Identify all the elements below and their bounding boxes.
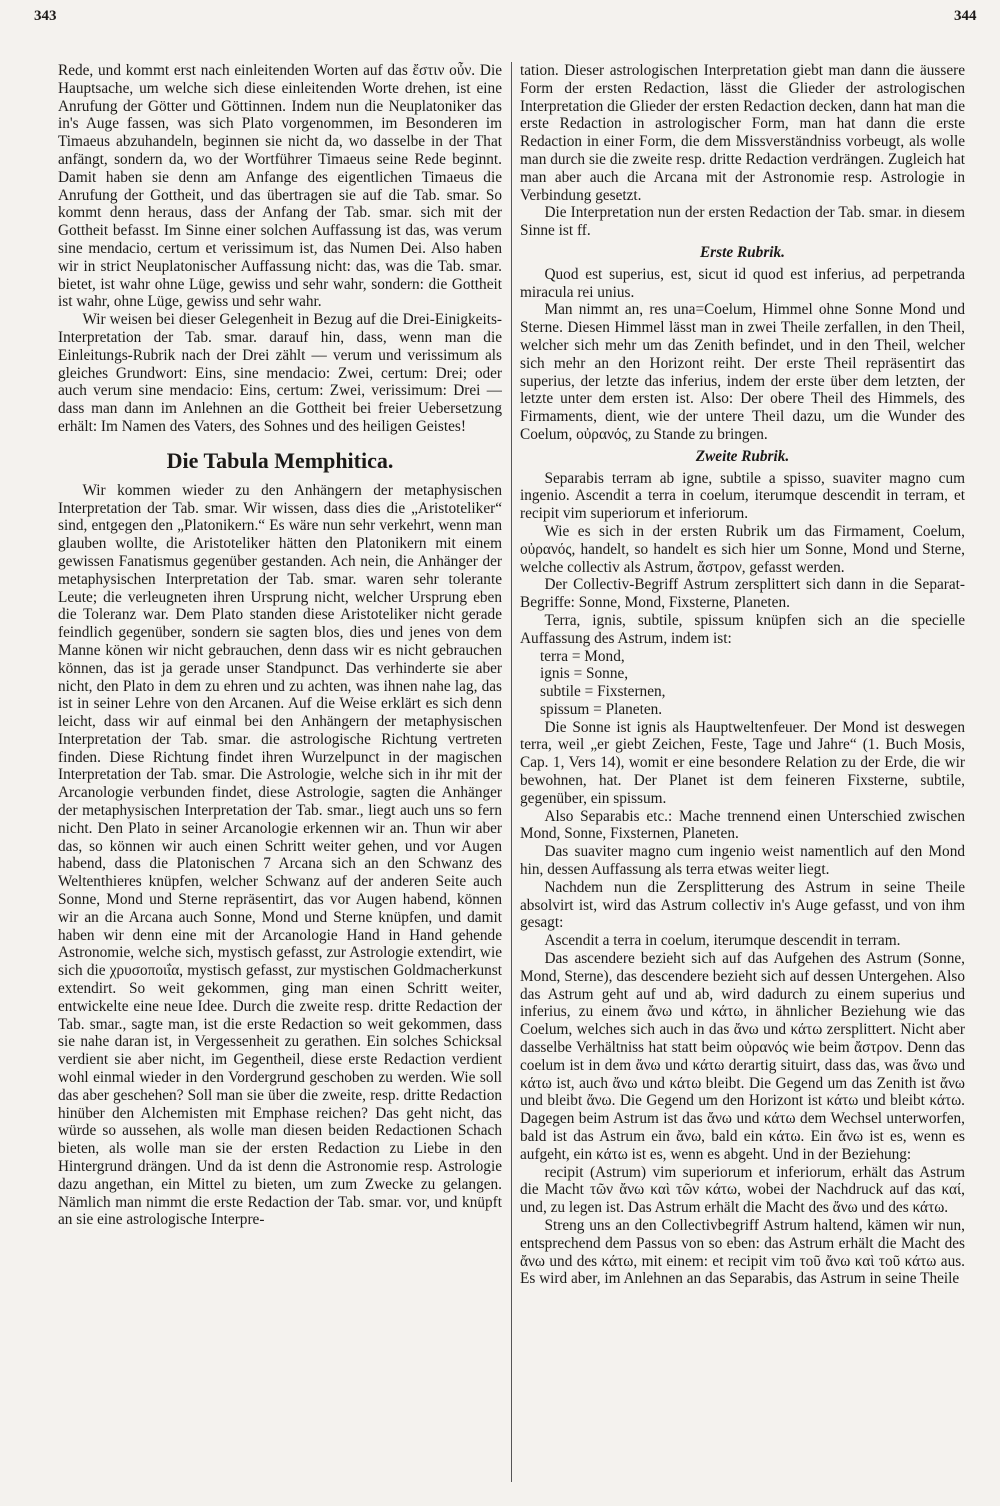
paragraph: Der Collectiv-Begriff Astrum zersplittert sich dann in die Separat-Begriffe: Sonne, Mond, Fixsterne, Planeten. [520,576,965,612]
rubric-heading: Erste Rubrik. [699,243,785,261]
paragraph: Also Separabis etc.: Mache trennend einen Unterschied zwischen Mond, Sonne, Fixsternen, Planeten. [520,807,965,843]
paragraph: Separabis terram ab igne, subtile a spisso, suaviter magno cum ingenio. Ascendit a terra in coelum, iterumque descendit in terram, et recipit vim superiorum et inferiorum. [520,469,965,523]
paragraph: recipit (Astrum) vim superiorum et inferiorum, erhält das Astrum die Macht τῶν ἄνω καὶ τῶν κάτω, wobei der Nachdruck auf das καί, und, zu legen ist. Das Astrum erhält die Macht des ἄνω und des κάτω. [520,1163,965,1217]
equation-line: terra = Mond, [540,647,625,665]
rubric-heading: Zweite Rubrik. [695,447,790,465]
right-column [520,62,965,1494]
paragraph: Das ascendere bezieht sich auf das Aufgehen des Astrum (Sonne, Mond, Sterne), das descendere bezieht sich auf dessen Untergehen. Also das Astrum geht auf und ab, wird dadurch zu einem superius und inferius, zu einem ἄνω und κάτω, in ähnlicher Beziehung wie das Coelum, welches sich auch in das ἄνω und κάτω zersplittert. Nicht aber dasselbe Verhältniss hat statt beim οὐρανός wie beim ἄστρον. Denn das coelum ist in dem ἄνω und κάτω derartig situirt, dass das, was ἄνω und κάτω ist, auch ἄνω und κάτω bleibt. Die Gegend um das Zenith ist ἄνω und bleibt ἄνω. Die Gegend um den Horizont ist κάτω und bleibt κάτω. Dagegen beim Astrum ist das ἄνω und κάτω dem Wechsel unterworfen, bald ist das Astrum ein ἄνω, bald ein κάτω. Ein ἄνω ist es, wenn es aufgeht, ein κάτω ist es, wenn es abgeht. Und in der Beziehung: [520,950,965,1163]
page-number-left: 343 [34,8,57,24]
paragraph: Nachdem nun die Zersplitterung des Astrum in seine Theile absolvirt ist, wird das Astrum collectiv in's Auge gefasst, und von ihm gesagt: [520,878,965,932]
paragraph: tation. Dieser astrologischen Interpretation giebt man dann die äussere Form der ersten Redaction, lässt die Glieder der astrologischen Interpretation die Glieder der ersten Redaction decken, dann hat man die erste Redaction in astrologischer Form, man hat dann die erste Redaction in einer Form, die dem Missverständniss vorbeugt, als wolle man durch sie die zweite resp. dritte Redaction verdrängen. Zugleich hat man aber auch die Arcana mit der Astronomie resp. Astrologie in Verbindung gesetzt. [520,62,965,204]
left-column [58,62,502,1494]
paragraph: Das suaviter magno cum ingenio weist namentlich auf den Mond hin, dessen Auffassung als terra etwas weiter liegt. [520,843,965,879]
paragraph: Die Interpretation nun der ersten Redaction der Tab. smar. in diesem Sinne ist ff. [520,204,965,240]
paragraph: Quod est superius, est, sicut id quod est inferius, ad perpetranda miracula rei unius. [520,265,965,301]
paragraph: Ascendit a terra in coelum, iterumque descendit in terram. [544,932,901,950]
column-divider [511,62,512,1482]
paragraph: Streng uns an den Collectivbegriff Astrum haltend, kämen wir nun, entsprechend dem Passus von so eben: das Astrum erhält die Macht des ἄνω und des κάτω, mit einem: et recipit vim τοῦ ἄνω καὶ τοῦ κάτω aus. Es wird aber, im Anlehnen an das Separabis, das Astrum in seine Theile [520,1217,965,1288]
paragraph: Wir weisen bei dieser Gelegenheit in Bezug auf die Drei-Einigkeits-Interpretation der Tab. smar. darauf hin, dass, wenn man die Einleitungs-Rubrik nach der Drei zählt — verum und verissimum als gleiches Grundwort: Eins, sine mendacio: Zwei, certum: Drei; oder auch verum sine mendacio: Eins, certum: Zwei, verissimum: Drei — dass man dann im Anlehnen an die Gottheit bei freier Uebersetzung erhält: Im Namen des Vaters, des Sohnes und des heiligen Geistes! [58,311,502,435]
paragraph: Man nimmt an, res una=Coelum, Himmel ohne Sonne Mond und Sterne. Diesen Himmel lässt man in zwei Theile zerfallen, in den Theil, welcher sich mehr um das Zenith befindet, und in den Theil, welcher sich mehr an den Horizont reiht. Der erste Theil repräsentirt das superius, der letzte das inferius, indem der erste über dem letzten, der letzte unter dem ersten ist. Also: Der obere Theil des Himmels, des Firmaments, dient, wie der untere Theil dazu, um die Wunder des Coelum, οὐρανός, zu Stande zu bringen. [520,301,965,443]
equation-line: spissum = Planeten. [540,700,663,718]
paragraph: Rede, und kommt erst nach einleitenden Worten auf das ἔστιν οὖν. Die Hauptsache, um welche sich diese einleitenden Worte drehen, ist eine Anrufung der Götter und Göttinnen. Indem nun die Neuplatoniker das in's Auge fassen, was sich Plato vorgenommen, im Besonderen im Timaeus abzuhandeln, beginnen sie nicht da, wo dasselbe in der That anfängt, sondern da, wo der Wortführer Timaeus seine Rede beginnt. Damit haben sie denn am Anfange des eigentlichen Timaeus die Anrufung der Gottheit, und das übertragen sie auf die Tab. smar. So kommt denn heraus, dass der Anfang der Tab. smar. sich mit der Gottheit befasst. Im Sinne einer solchen Auffassung ist das, was verum sine mendacio, certum et verissimum ist, das Numen Dei. Also haben wir in strict Neuplatonischer Auffassung nicht: das, was die Tab. smar. bietet, ist wahr ohne Lüge, gewiss und sehr wahr, sondern: die Gottheit ist wahr, ohne Lüge, gewiss und sehr wahr. [58,62,502,311]
page-number-right: 344 [954,8,977,24]
equation-line: subtile = Fixsternen, [540,683,666,701]
chapter-title: Die Tabula Memphitica. [166,447,394,473]
equation-line: ignis = Sonne, [540,665,629,683]
paragraph: Wir kommen wieder zu den Anhängern der metaphysischen Interpretation der Tab. smar. Wir wissen, dass dies die „Aristoteliker“ sind, entgegen den „Platonikern.“ Es wäre nun sehr verkehrt, wenn man glauben wollte, die Aristoteliker hätten den Platonikern mit einem gewissen Fanatismus gegenüber gestanden. Ach nein, die Anhänger der metaphysischen Interpretation der Tab. smar. waren sehr tolerante Leute; die verleugneten ihren Ursprung nicht, welcher Ursprung eben die Toleranz war. Dem Plato standen diese Aristoteliker nicht gerade feindlich gegenüber, sondern sie sagten blos, dies und jenes von dem Manne könen wir nicht gebrauchen, denn dass wir es nicht gebrauchen können, das ist ja gerade unser Standpunct. Das verhinderte sie aber nicht, den Plato in dem zu ehren und zu achten, was ihnen nahe lag, das ist in seiner Lehre von den Arcanen. Auf die Weise erklärt es sich denn leicht, dass wir auf einmal bei den Anhängern der metaphysischen Interpretation der Tab. smar. die astrologische Richtung vertreten finden. Diese Richtung findet ihren Wurzelpunct in der magischen Interpretation der Tab. smar. Die Astrologie, welche sich in ihr mit der Arcanologie verbunden findet, diese Astrologie, sagten die Anhänger der metaphysischen Interpretation der Tab. smar., liegt auch uns so fern nicht. Den Plato in seiner Arcanologie erkennen wir an. Thun wir aber das, so können wir auch einen Schritt weiter gehen, und vor Augen habend, dass die Platonischen 7 Arcana sich an den Schwanz des Weltenthieres knüpfen, welcher Schwanz auf der anderen Seite auch Sonne, Mond und Sterne repräsentirt, das vor Augen habend, können wir an die Arcana auch Sonne, Mond und Sterne knüpfen, und damit haben wir denn eine mit der Arcanologie Hand in Hand gehende Astronomie, welche sich, mystisch gefasst, zur Astrologie extendirt, wie sich die χρυσοποιΐα, mystisch gefasst, zur mystischen Goldmacherkunst extendirt. So weit gekommen, ging man einen Schritt weiter, entwickelte eine neue Idee. Durch die zweite resp. dritte Redaction der Tab. smar., sagte man, ist die erste Redaction so weit gekommen, dass sie nahe daran ist, in Vergessenheit zu gerathen. Ein solches Schicksal verdient sie aber nicht, im Gegentheil, diese erste Redaction verdient wohl einmal wieder in den Vordergrund geschoben zu werden. Wie soll das aber geschehen? Soll man sie über die zweite, resp. dritte Redaction hinüber den Alchemisten mit Emphase reichen? Das geht nicht, das würde so aussehen, als wolle man diesen beiden Redactionen Schach bieten, als wolle man sie der ersten Redaction zu Liebe in den Hintergrund drängen. Und da ist denn die Astronomie resp. Astrologie dazu angethan, ein Mittel zu bieten, um zum Zwecke zu gelangen. Nämlich man nimmt die erste Redaction der Tab. smar. vor, und knüpft an sie eine astrologische Interpre- [58,481,502,1229]
paragraph: Wie es sich in der ersten Rubrik um das Firmament, Coelum, οὐρανός, handelt, so handelt es sich hier um Sonne, Mond und Sterne, welche collectiv als Astrum, ἄστρον, gefasst werden. [520,522,965,576]
paragraph: Terra, ignis, subtile, spissum knüpfen sich an die specielle Auffassung des Astrum, indem ist: [520,611,965,647]
paragraph: Die Sonne ist ignis als Hauptweltenfeuer. Der Mond ist deswegen terra, weil „er giebt Zeichen, Feste, Tage und Jahre“ (1. Buch Mosis, Cap. 1, Vers 14), womit er eine besondere Relation zu der Erde, die wir bewohnen, hat. Der Planet ist dem feineren Fixsterne, subtile, gegenüber, ein spissum. [520,718,965,807]
